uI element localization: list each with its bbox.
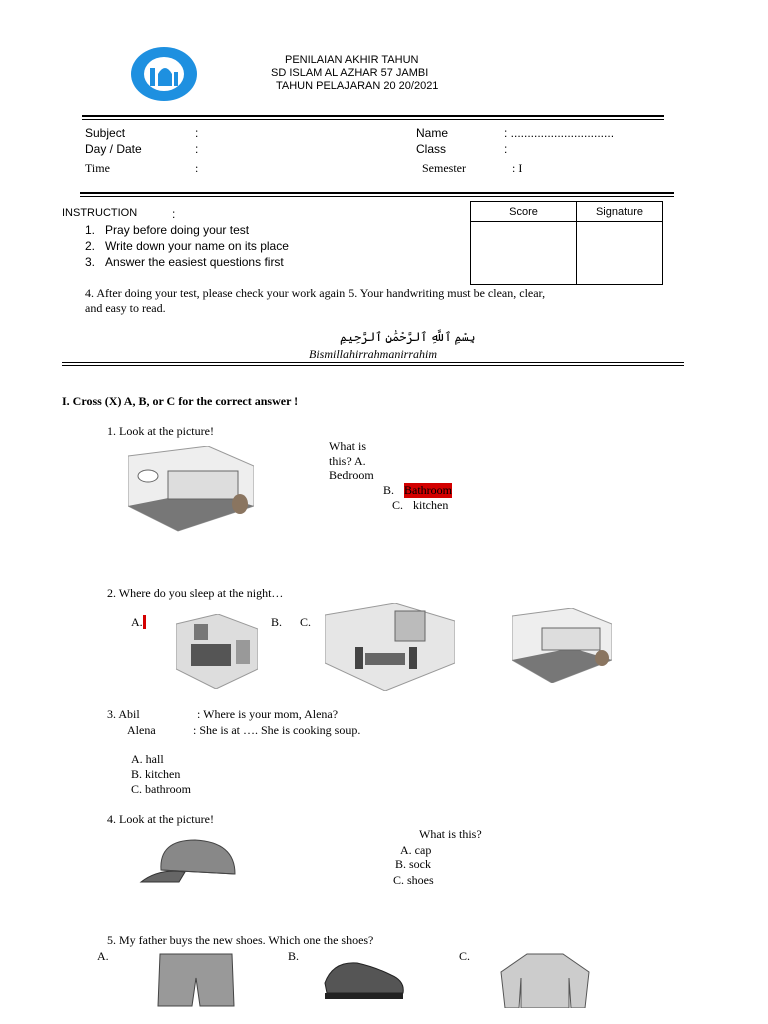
q5-option-b[interactable]: B. [288, 949, 300, 963]
school-logo [128, 44, 200, 104]
q3-line-2: : She is at …. She is cooking soup. [193, 723, 361, 737]
basmalah-divider-thin [62, 365, 684, 366]
basmalah-divider [62, 362, 684, 363]
q1-option-b-letter: B. [383, 483, 395, 497]
q3-option-b[interactable]: B. kitchen [131, 767, 181, 781]
semester-label: Semester [422, 161, 466, 175]
score-header: Score [509, 206, 538, 218]
q1-question-line1: What is [329, 439, 366, 453]
semester-value: : I [512, 161, 523, 175]
basmalah-latin: Bismillahirrahmanirrahim [309, 347, 438, 361]
bathroom-image [128, 446, 254, 534]
name-label: Name [416, 126, 449, 140]
instruction-item-4-cont: and easy to read. [85, 301, 166, 315]
header-line-3: TAHUN PELAJARAN 20 20/2021 [276, 80, 439, 92]
instruction-item-3: 3. Answer the easiest questions first [85, 255, 284, 269]
q3-speaker-1: 3. Abil [107, 707, 140, 721]
header-line-2: SD ISLAM AL AZHAR 57 JAMBI [271, 67, 429, 79]
q2-answer-mark [143, 615, 146, 629]
q2-option-a[interactable]: A. [131, 615, 146, 630]
q5-option-a[interactable]: A. [97, 949, 109, 963]
instruction-item-2: 2. Write down your name on its place [85, 239, 289, 253]
day-date-label: Day / Date [85, 142, 142, 156]
q1-prompt: 1. Look at the picture! [107, 424, 214, 438]
q2-prompt: 2. Where do you sleep at the night… [107, 586, 284, 600]
section-title: I. Cross (X) A, B, or C for the correct answer ! [62, 394, 299, 408]
day-colon: : [195, 142, 199, 156]
q1-option-b[interactable]: Bathroom [404, 483, 452, 497]
info-divider-thin [80, 196, 674, 197]
q1-option-c-letter: C. [392, 498, 404, 512]
q3-line-1: : Where is your mom, Alena? [197, 707, 339, 721]
instruction-item-4: 4. After doing your test, please check your work again 5. Your handwriting must be clean, clear, [85, 286, 546, 300]
instruction-colon: : [172, 207, 176, 221]
sweater-image [499, 952, 591, 1008]
q4-option-a[interactable]: A. cap [400, 843, 432, 857]
bedroom-image [176, 614, 258, 689]
q3-speaker-2: Alena [127, 723, 156, 737]
q4-prompt: 4. Look at the picture! [107, 812, 214, 826]
shorts-image [156, 952, 236, 1008]
class-colon: : [504, 142, 508, 156]
time-label: Time [85, 161, 110, 175]
instruction-title: INSTRUCTION [62, 207, 138, 219]
q2-option-b[interactable]: B. [271, 615, 283, 629]
q4-question: What is this? [419, 827, 482, 841]
time-colon: : [195, 161, 199, 175]
subject-colon: : [195, 126, 199, 140]
basmalah-arabic: بِسْمِ ٱللَّهِ ٱلرَّحْمَٰنِ ٱلرَّحِيمِ [340, 330, 476, 344]
q3-option-c[interactable]: C. bathroom [131, 782, 191, 796]
q1-option-c[interactable]: kitchen [413, 498, 449, 512]
bathroom-image-2 [512, 608, 612, 683]
class-label: Class [416, 142, 447, 156]
shoes-image [323, 953, 407, 1003]
q5-option-c[interactable]: C. [459, 949, 471, 963]
name-field[interactable]: : ............................... [504, 126, 615, 140]
q1-question-line2: this? A. [329, 454, 366, 468]
subject-label: Subject [85, 126, 126, 140]
header-divider [82, 115, 664, 117]
score-table [470, 201, 663, 285]
cap-image [139, 838, 241, 888]
q4-option-c[interactable]: C. shoes [393, 873, 434, 887]
signature-header: Signature [595, 206, 644, 218]
q1-option-a[interactable]: Bedroom [329, 468, 374, 482]
header-line-1: PENILAIAN AKHIR TAHUN [285, 54, 419, 66]
q2-option-c[interactable]: C. [300, 615, 312, 629]
q4-option-b[interactable]: B. sock [395, 857, 431, 871]
header-divider-thin [82, 119, 664, 120]
q5-prompt: 5. My father buys the new shoes. Which one the shoes? [107, 933, 374, 947]
q3-option-a[interactable]: A. hall [131, 752, 164, 766]
info-divider [80, 192, 674, 194]
dining-room-image [325, 603, 455, 691]
instruction-item-1: 1. Pray before doing your test [85, 223, 250, 237]
